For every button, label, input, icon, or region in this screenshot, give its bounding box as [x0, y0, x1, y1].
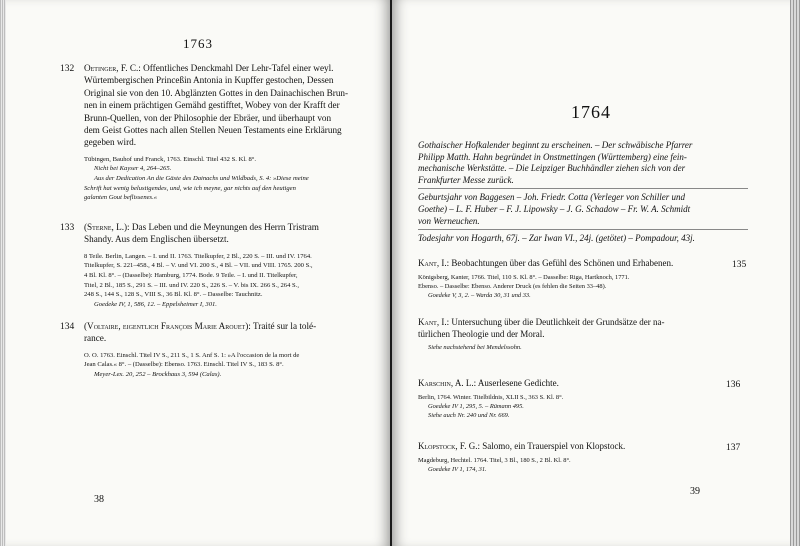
detail-line: Siehe nachstehend bei Mendelssohn. — [428, 344, 522, 352]
detail-line: 248 S., 144 S., 128 S., VIII S., 36 Bl. Kl. 8°. – Dasselbe: Tauchnitz. — [84, 291, 263, 299]
entry-134 — [84, 320, 380, 380]
entry-title-line: rance. — [84, 333, 107, 344]
detail-line: Jean Calas.« 8°. – (Dasselbe): Ebenso. 1763. Einschl. Titel IV S., 183 S. 8°. — [84, 361, 284, 369]
entry-author-rest: , L.): — [111, 222, 130, 232]
entry-heading — [84, 221, 380, 246]
entry-heading — [418, 441, 718, 453]
entry-title-line: Traité sur la tolé- — [252, 321, 317, 331]
detail-line: 4 Bl. Kl. 8°. – (Dasselbe): Hamburg, 1774. Bode. 9 Teile. – I. und II. Titelkupfer, — [84, 272, 298, 279]
entry-author-rest: , F. C.: — [116, 63, 141, 73]
note-line: Geburtsjahr von Baggesen – Joh. Friedr. Cotta (Verleger von Schiller und — [418, 192, 685, 203]
entry-author: (Voltaire, eigentlich François Marie Arouet) — [84, 321, 249, 331]
entry-details — [84, 252, 380, 310]
entry-title-line: Das Leben und die Meynungen des Herrn Tristram — [131, 222, 319, 232]
entry-details — [418, 273, 718, 301]
note-line: Frankfurter Messe zurück. — [418, 174, 514, 185]
note-line: Goethe) – L. F. Huber – F. J. Lipowsky – J. G. Schadow – Fr. W. A. Schmidt — [418, 203, 691, 214]
detail-line: Goedeke V, 3, 2. – Warda 30, 31 und 33. — [428, 292, 531, 299]
entry-title-line: Beobachtungen über das Gefühl des Schönen und Erhabenen. — [451, 258, 674, 268]
entry-author-rest: : — [248, 321, 251, 331]
detail-line: Goedeke IV 1, 174, 31. — [428, 465, 487, 473]
note-line: mechanische Werkstätte. – Die Leipziger Buchhändler ziehen sich von der — [418, 163, 686, 174]
entry-title-line: Shandy. Aus dem Englischen übersetzt. — [84, 234, 229, 245]
entry-title-line: dem Geist Gottes nach allen Stellen Neuen Testaments eine Erklärung — [84, 125, 342, 136]
entry-author: Kant — [418, 258, 437, 268]
entry-133 — [84, 221, 380, 309]
entry-heading — [84, 320, 380, 345]
entry-title-line: Würtembergischen Princeßin Antonia in Kupffer gestochen, Dessen — [84, 75, 334, 86]
detail-line: Goedeke IV 1, 295, 5. – Rümann 495. — [428, 402, 524, 410]
entry-title-line: gegeben wird. — [84, 137, 137, 148]
detail-line: Königsberg, Kanter, 1766. Titel, 110 S. Kl. 8°. – Dasselbe: Riga, Hartknoch, 1771. — [418, 273, 630, 281]
entry-title-line: Offentliches Denckmahl Der Lehr-Tafel einer weyl. — [143, 63, 334, 73]
page-number: 38 — [94, 494, 104, 505]
detail-line: Ebenso. – Dasselbe: Ebenso. Anderer Druck (es fehlen die Seiten 33–48). — [418, 282, 607, 290]
detail-line: galanten Gout beflissenes.« — [84, 194, 158, 202]
left-page — [6, 0, 390, 546]
year-note — [418, 192, 748, 227]
entry-details — [84, 351, 380, 380]
detail-line: Aus der Dedication An die Gäste des Dainachs und Wildbads, S. 4: »Diese meine — [94, 175, 309, 183]
entry-author: Klopstock — [418, 441, 456, 451]
detail-line: O. O. 1763. Einschl. Titel IV S., 211 S., 1 S. Anf S. 1: »A l'occasion de la mort de — [84, 351, 300, 359]
detail-line: Magdeburg, Hechtel. 1764. Titel, 3 Bl., 180 S., 2 Bl. Kl. 8°. — [418, 456, 571, 464]
year-note — [418, 233, 748, 245]
entry-author: Karschin — [418, 378, 451, 388]
note-line: von Werneuchen. — [418, 215, 480, 226]
entry-132 — [84, 62, 380, 203]
year-note — [418, 140, 748, 186]
note-line: Philipp Matth. Hahn begründet in Onstmettingen (Württemberg) eine fein- — [418, 151, 687, 162]
right-page-year: 1764 — [571, 102, 611, 122]
detail-line: Goedeke IV, 1, 586, 12. – Eppelsheimer I, 301. — [94, 300, 217, 308]
entry-author: (Sterne — [84, 222, 112, 232]
entry-heading — [418, 317, 738, 340]
right-page — [392, 0, 790, 546]
note-divider — [418, 188, 748, 189]
entry-author: Kant — [418, 317, 437, 327]
entry-kant-untersuchung — [418, 317, 738, 352]
detail-line: Titel, 2 Bl., 185 S., 291 S. – III. und IV. 220 S., 226 S. – V. bis IX. 266 S., 264 S., — [84, 281, 300, 289]
detail-line: Tübingen, Bauhof und Franck, 1763. Einschl. Titel 432 S. Kl. 8°. — [84, 155, 257, 163]
entry-number: 132 — [60, 64, 75, 74]
entry-heading — [84, 62, 380, 149]
detail-line: Schrift hat wenig belustigendes, und, wie ich meyne, gar nichts auf den heutigen — [84, 184, 296, 192]
entry-136 — [418, 378, 718, 420]
entry-title-line: nen in einem prächtigen Gemähd gestifftet, Wobey von der Krafft der — [84, 100, 340, 111]
entry-137 — [418, 441, 718, 474]
entry-author: Oetinger — [84, 63, 117, 73]
page-number: 39 — [690, 486, 700, 497]
entry-details — [418, 393, 718, 421]
note-divider — [418, 229, 748, 230]
entry-title-line: Auserlesene Gedichte. — [477, 378, 559, 388]
entry-author-rest: , A. L.: — [450, 378, 477, 388]
detail-line: Meyer-Lex. 20, 252 – Brockhaus 3, 594 (Calas). — [94, 371, 222, 378]
entry-number: 136 — [726, 380, 741, 390]
entry-title-line: Original sie von den 10. Abglänzten Gottes in den Dainachischen Brun- — [84, 87, 349, 98]
entry-author-rest: , F. G.: — [455, 441, 480, 451]
entry-details — [418, 343, 738, 352]
entry-author-rest: , I.: — [436, 258, 450, 268]
entry-title-line: Untersuchung über die Deutlichkeit der Grundsätze der na- — [451, 317, 665, 327]
entry-title-line: Salomo, ein Trauerspiel von Klopstock. — [482, 441, 626, 451]
entry-heading — [418, 258, 718, 270]
entry-number: 135 — [732, 260, 747, 270]
entry-135 — [418, 258, 718, 300]
note-line: Gothaischer Hofkalender beginnt zu erscheinen. – Der schwäbische Pfarrer — [418, 140, 693, 150]
detail-line: 8 Teile. Berlin, Langen. – I. und II. 1763. Titelkupfer, 2 Bl., 220 S. – III. und IV. 1764. — [84, 252, 312, 260]
year-notes — [418, 140, 748, 245]
entry-number: 137 — [726, 443, 741, 453]
detail-line: Siehe auch Nr. 240 und Nr. 669. — [428, 412, 510, 419]
entry-title-line: türlichen Theologie und der Moral. — [418, 328, 545, 339]
entry-title-line: Brunn-Quellen, von der Philosophie der Ebräer, und überhaupt von — [84, 112, 332, 123]
detail-line: Nicht bei Kayser 4, 264–265. — [94, 165, 172, 173]
entry-details — [84, 155, 380, 203]
detail-line: Titelkupfer, S. 221–458., 4 Bl. – V. und VI. 200 S., 4 Bl. – VII. und VIII. 1765. 200 S., — [84, 262, 313, 270]
entry-details — [418, 456, 718, 474]
entry-heading — [418, 378, 718, 390]
left-page-year: 1763 — [183, 36, 213, 51]
page-edge-right — [790, 0, 800, 546]
detail-line: Berlin, 1764. Winter. Titelbildnis, XLII S., 363 S. Kl. 8°. — [418, 393, 564, 401]
entry-author-rest: , I.: — [436, 317, 450, 327]
entry-number: 133 — [60, 223, 75, 233]
note-line: Todesjahr von Hogarth, 67j. – Zar Iwan VI., 24j. (getötet) – Pompadour, 43j. — [418, 233, 695, 244]
entry-number: 134 — [60, 322, 75, 332]
